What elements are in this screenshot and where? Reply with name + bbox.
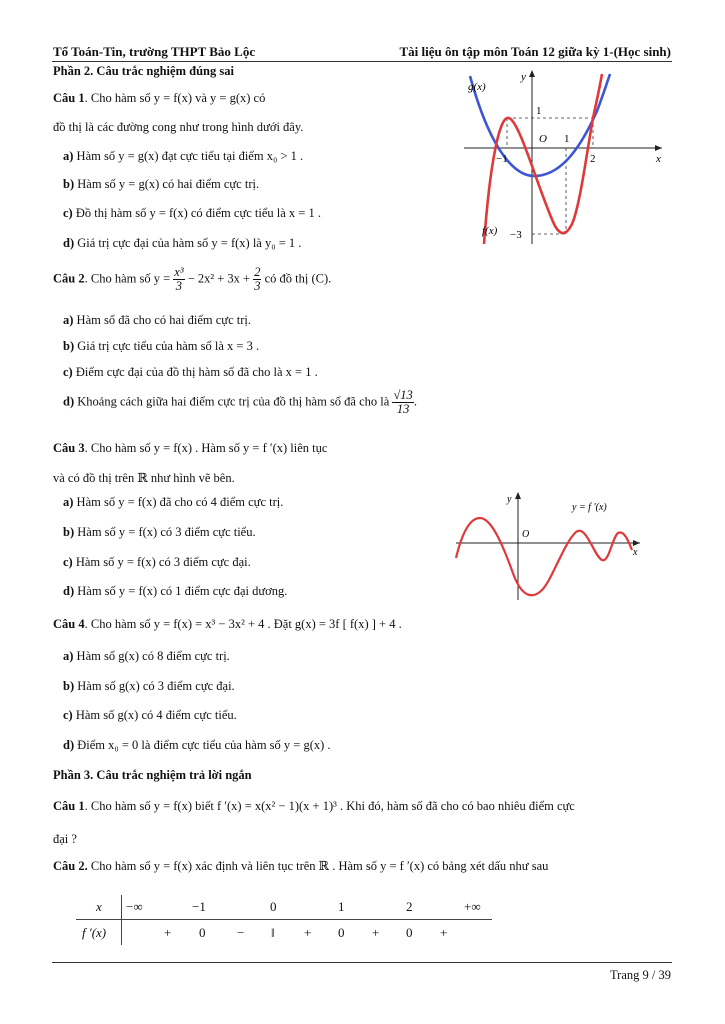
p2-q1-option-c xyxy=(63,206,321,221)
q-text: . Cho hàm số y = f(x) = x³ − 3x² + 4 . Đặt g(x) = 3f [ f(x) ] + 4 . xyxy=(84,617,402,631)
table-cell: −1 xyxy=(192,899,206,914)
tick-y1: 1 xyxy=(536,105,542,117)
f-label: f(x) xyxy=(482,225,498,237)
option-label: b) xyxy=(63,339,75,353)
option-text: Giá trị cực đại của hàm số y = f(x) là y₀ = 1 . xyxy=(74,236,302,250)
option-label: d) xyxy=(63,738,75,752)
option-text: Khoảng cách giữa hai điểm cực trị của đồ thị hàm số đã cho là xyxy=(74,394,390,409)
table-cell: + xyxy=(304,925,312,940)
fraction-num: 2 xyxy=(254,265,261,279)
fprime-curve xyxy=(456,518,632,595)
fraction-1 xyxy=(173,266,184,293)
header-left: Tổ Toán-Tin, trường THPT Bảo Lộc xyxy=(53,44,256,59)
footer-rule xyxy=(52,962,672,963)
table-cell: + xyxy=(440,925,448,940)
option-text: Hàm số y = f(x) có 3 điểm cực đại. xyxy=(72,555,251,569)
p2-q4-option-a xyxy=(63,649,230,664)
fraction-d xyxy=(392,389,413,416)
option-text: Hàm số y = g(x) có hai điểm cực trị. xyxy=(74,177,260,191)
option-text: Điểm cực đại của đồ thị hàm số đã cho là x = 1 . xyxy=(72,365,318,379)
table-cell: +∞ xyxy=(464,899,481,914)
p2-q1-option-a xyxy=(63,149,303,164)
p2-q2-option-a xyxy=(63,313,251,328)
table-cell: x xyxy=(96,899,102,914)
option-label: d) xyxy=(63,584,75,598)
p2-q3-option-c xyxy=(63,555,251,570)
fprime-label: y = f ′(x) xyxy=(572,502,607,513)
tick-xm1: −1 xyxy=(496,153,508,165)
part3-title: Phần 3. Câu trắc nghiệm trả lời ngắn xyxy=(53,768,252,782)
x-arrow-icon xyxy=(655,145,662,151)
origin-label: O xyxy=(522,529,530,540)
table-hrule xyxy=(76,919,492,920)
table-cell: 2 xyxy=(406,899,413,914)
fraction-2 xyxy=(253,266,261,293)
option-text: Hàm số y = g(x) đạt cực tiểu tại điểm x₀ > 1 . xyxy=(73,149,304,163)
option-label: b) xyxy=(63,525,75,539)
header-rule xyxy=(52,61,672,62)
table-cell: + xyxy=(372,925,380,940)
option-label: d) xyxy=(63,236,75,250)
header-right: Tài liệu ôn tập môn Toán 12 giữa kỳ 1-(Học sinh) xyxy=(399,44,671,59)
option-text: Giá trị cực tiểu của hàm số là x = 3 . xyxy=(74,339,260,353)
q1-graph xyxy=(462,66,672,246)
option-label: a) xyxy=(63,149,74,163)
option-text: Hàm số y = f(x) đã cho có 4 điểm cực trị. xyxy=(73,495,284,509)
q-label: Câu 1 xyxy=(53,91,85,105)
p2-q3-line2: và có đồ thị trên ℝ như hình vẽ bên. xyxy=(53,471,235,485)
option-text: Hàm số g(x) có 8 điểm cực trị. xyxy=(73,649,230,663)
option-end: . xyxy=(413,394,417,409)
q-label: Câu 3 xyxy=(53,441,85,455)
page-number: Trang 9 / 39 xyxy=(609,968,671,982)
p2-q3-option-d xyxy=(63,584,287,599)
q-label: Câu 2 xyxy=(53,271,85,286)
p2-q4-line1 xyxy=(53,617,402,632)
q-text: Cho hàm số y = f(x) xác định và liên tục trên ℝ . Hàm số y = f ′(x) có bảng xét dấu như sau xyxy=(87,859,549,873)
option-text: Hàm số g(x) có 4 điểm cực tiểu. xyxy=(72,708,237,722)
p2-q4-option-d xyxy=(63,738,331,753)
table-cell: 0 xyxy=(338,925,345,940)
table-cell: − xyxy=(237,925,245,940)
q-text: . Cho hàm số y = f(x) biết f ′(x) = x(x² − 1)(x + 1)³ . Khi đó, hàm số đã cho có bao nhiêu điểm cực xyxy=(84,799,575,813)
option-text: Hàm số y = f(x) có 3 điểm cực tiểu. xyxy=(74,525,256,539)
y-arrow-icon xyxy=(515,492,521,499)
option-text: Điểm x₀ = 0 là điểm cực tiểu của hàm số y = g(x) . xyxy=(74,738,331,752)
table-vrule xyxy=(121,895,122,945)
tick-x1: 1 xyxy=(564,133,570,145)
q-text: . Cho hàm số y = f(x) và y = g(x) có xyxy=(84,91,266,105)
g-curve xyxy=(470,74,610,176)
x-label: x xyxy=(633,547,638,558)
p2-q4-option-c xyxy=(63,708,237,723)
table-cell: −∞ xyxy=(126,899,143,914)
fraction-num: x³ xyxy=(174,265,184,279)
option-label: c) xyxy=(63,555,73,569)
p2-q3-option-a xyxy=(63,495,283,510)
table-cell: ‖ xyxy=(271,925,275,940)
table-cell: 1 xyxy=(338,899,345,914)
p3-q1-line1 xyxy=(53,799,575,814)
q3-graph xyxy=(452,488,647,603)
p2-q3-option-b xyxy=(63,525,256,540)
fraction-num: √13 xyxy=(393,388,413,402)
q-label: Câu 4 xyxy=(53,617,85,631)
y-label: y xyxy=(507,494,512,505)
part2-title: Phần 2. Câu trắc nghiệm đúng sai xyxy=(53,64,234,78)
option-label: a) xyxy=(63,495,74,509)
option-text: Đồ thị hàm số y = f(x) có điểm cực tiểu là x = 1 . xyxy=(72,206,321,220)
q-text-post: có đồ thị (C). xyxy=(264,271,332,286)
q-text: . Cho hàm số y = f(x) . Hàm số y = f ′(x) liên tục xyxy=(84,441,328,455)
p2-q4-option-b xyxy=(63,679,235,694)
p2-q2-option-d xyxy=(63,389,417,416)
option-text: Hàm số g(x) có 3 điểm cực đại. xyxy=(74,679,235,693)
fraction-den: 3 xyxy=(175,279,183,293)
p3-q2-line1 xyxy=(53,858,548,874)
q-label: Câu 1 xyxy=(53,799,85,813)
p2-q1-option-d xyxy=(63,236,301,251)
option-label: b) xyxy=(63,177,75,191)
y-label: y xyxy=(521,71,526,83)
option-text: Hàm số đã cho có hai điểm cực trị. xyxy=(73,313,251,327)
origin-label: O xyxy=(539,133,547,145)
p2-q1-option-b xyxy=(63,177,259,192)
y-arrow-icon xyxy=(529,70,535,77)
p2-q3-line1 xyxy=(53,441,327,456)
p2-q1-line1 xyxy=(53,91,265,106)
table-cell: 0 xyxy=(270,899,277,914)
tick-x2: 2 xyxy=(590,153,596,165)
p2-q1-line2: đồ thị là các đường cong như trong hình dưới đây. xyxy=(53,120,304,134)
q-label: Câu 2. xyxy=(53,859,88,873)
tick-ym3: −3 xyxy=(510,229,522,241)
fraction-den: 3 xyxy=(254,279,261,293)
p2-q2-option-b xyxy=(63,339,259,354)
table-cell: 0 xyxy=(199,925,206,940)
option-label: c) xyxy=(63,206,73,220)
option-label: a) xyxy=(63,649,74,663)
option-text: Hàm số y = f(x) có 1 điểm cực đại dương. xyxy=(74,584,288,598)
table-cell: + xyxy=(164,925,172,940)
p2-q2-option-c xyxy=(63,365,318,380)
option-label: a) xyxy=(63,313,74,327)
option-label: c) xyxy=(63,365,73,379)
option-label: d) xyxy=(63,394,75,409)
fraction-den: 13 xyxy=(396,402,410,416)
option-label: b) xyxy=(63,679,75,693)
table-cell: 0 xyxy=(406,925,413,940)
g-label: g(x) xyxy=(468,81,486,93)
sign-table xyxy=(76,893,492,947)
q-text-mid: − 2x² + 3x + xyxy=(187,271,251,286)
p2-q2-line1 xyxy=(53,266,331,293)
q-text-pre: . Cho hàm số y = xyxy=(84,271,171,286)
table-cell: f ′(x) xyxy=(82,925,107,940)
x-arrow-icon xyxy=(633,540,640,546)
x-label: x xyxy=(656,153,661,165)
option-label: c) xyxy=(63,708,73,722)
p3-q1-line2: đại ? xyxy=(53,832,77,846)
